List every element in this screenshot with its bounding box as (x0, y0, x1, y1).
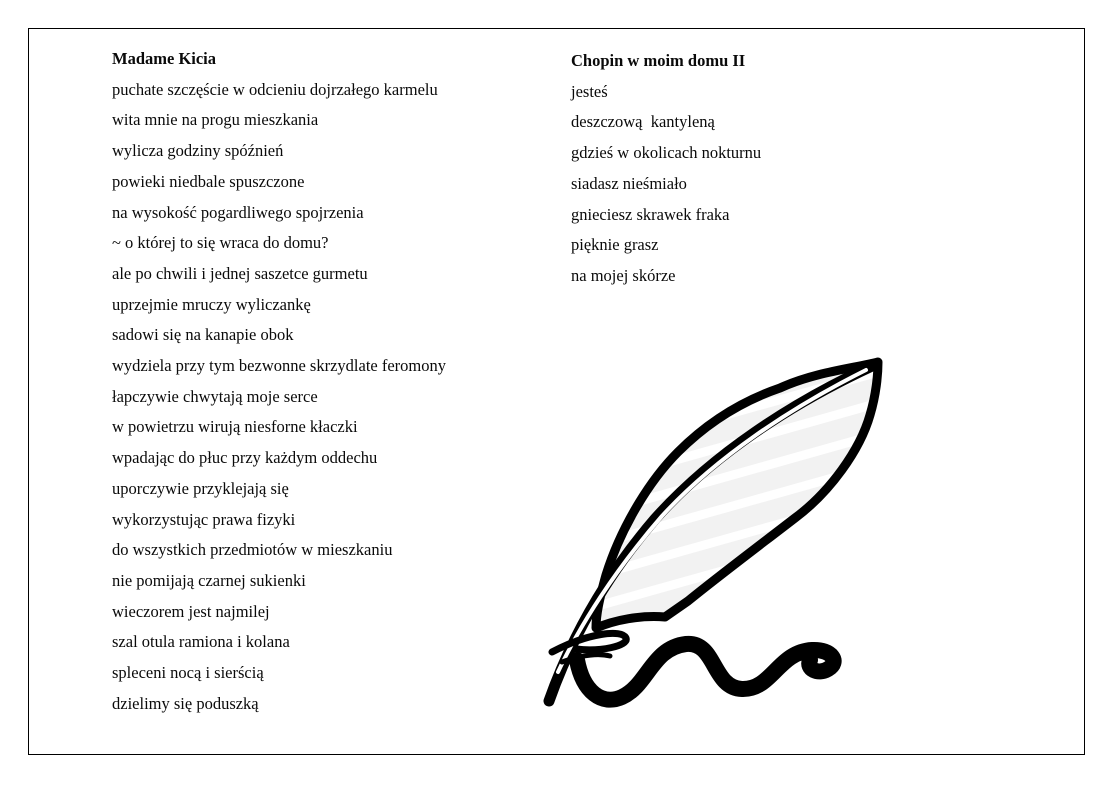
poem-body (571, 77, 991, 292)
poem-line: do wszystkich przedmiotów w mieszkaniu (112, 540, 393, 560)
poem-line: powieki niedbale spuszczone (112, 171, 305, 191)
poem-line: gnieciesz skrawek fraka (571, 204, 730, 224)
poem-line: ale po chwili i jednej saszetce gurmetu (112, 263, 368, 283)
poem-line: deszczową kantyleną (571, 112, 715, 132)
poem-line: spleceni nocą i sierścią (112, 663, 264, 683)
poem-line: nie pomijają czarnej sukienki (112, 570, 306, 590)
poem-line: sadowi się na kanapie obok (112, 325, 294, 345)
poem-line: uprzejmie mruczy wyliczankę (112, 294, 311, 314)
poem-line: wita mnie na progu mieszkania (112, 110, 319, 130)
poem-line: puchate szczęście w odcieniu dojrzałego karmelu (112, 79, 438, 99)
quill-pen-illustration (530, 340, 900, 725)
poem-line: jesteś (571, 81, 608, 101)
poem-chopin-w-moim-domu (571, 46, 991, 292)
poem-line: wpadając do płuc przy każdym oddechu (112, 448, 378, 468)
barb-curl (552, 633, 626, 652)
poem-line: uporczywie przyklejają się (112, 478, 289, 498)
poem-line: w powietrzu wirują niesforne kłaczki (112, 417, 358, 437)
poem-line: na wysokość pogardliwego spojrzenia (112, 202, 364, 222)
poem-line: na mojej skórze (571, 265, 676, 285)
poem-title: Chopin w moim domu II (571, 51, 746, 70)
poem-line: wydziela przy tym bezwonne skrzydlate feromony (112, 356, 447, 376)
poem-line: łapczywie chwytają moje serce (112, 386, 318, 406)
ink-squiggle (577, 644, 834, 700)
poem-line: siadasz nieśmiało (571, 173, 687, 193)
poem-line: dzielimy się poduszką (112, 693, 259, 713)
poem-madame-kicia (112, 44, 542, 719)
poem-line: gdzieś w okolicach nokturnu (571, 143, 762, 163)
poem-line: szal otula ramiona i kolana (112, 632, 290, 652)
poem-line: wieczorem jest najmilej (112, 601, 270, 621)
feather-vane (596, 362, 878, 628)
poem-title: Madame Kicia (112, 49, 217, 68)
poem-line: wylicza godziny spóźnień (112, 141, 284, 161)
poem-body (112, 75, 542, 720)
poem-line: ~ o której to się wraca do domu? (112, 233, 329, 253)
poem-line: wykorzystując prawa fizyki (112, 509, 296, 529)
poem-line: pięknie grasz (571, 235, 659, 255)
